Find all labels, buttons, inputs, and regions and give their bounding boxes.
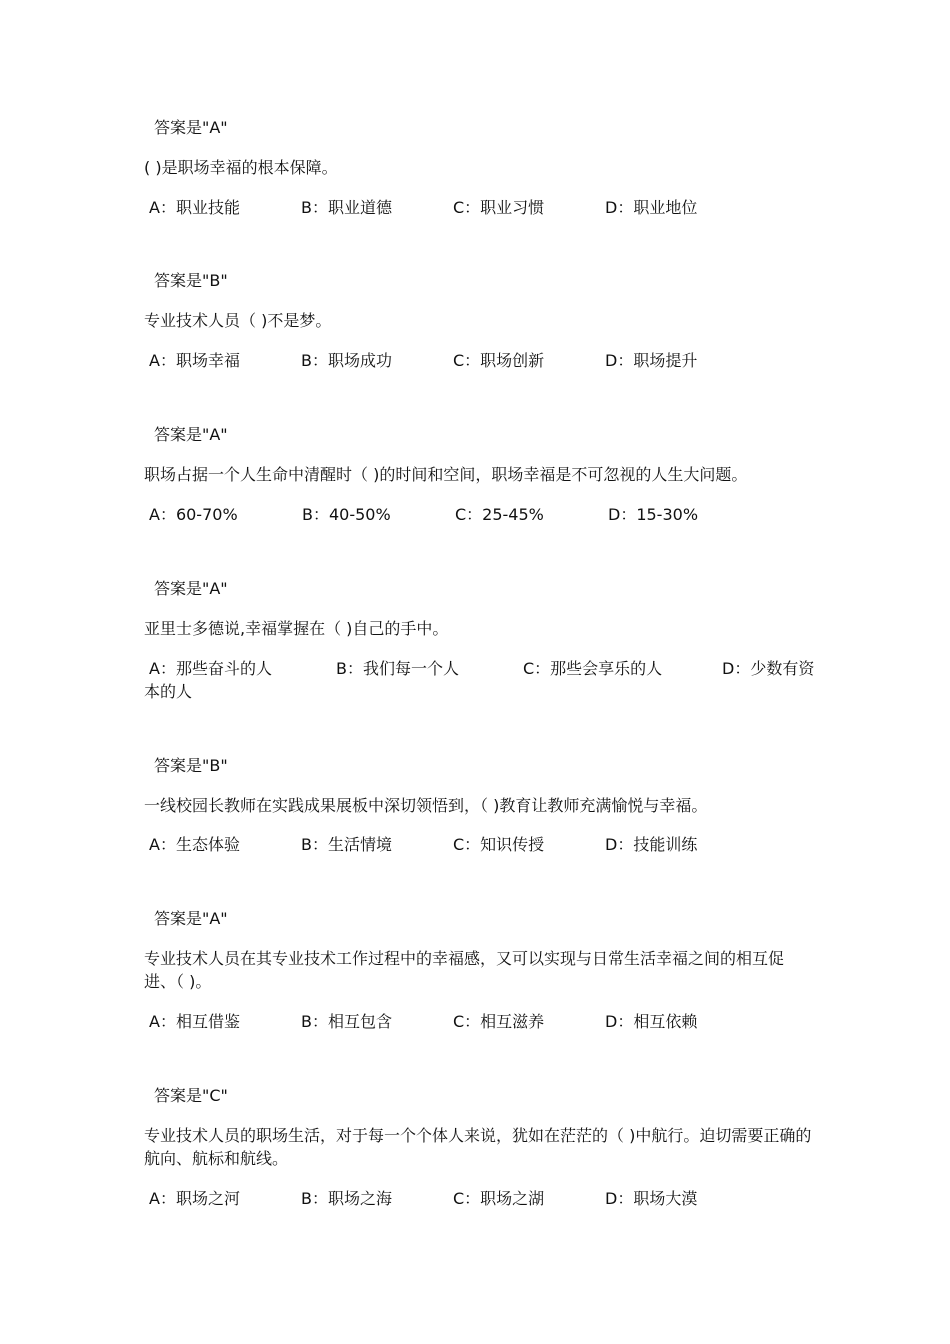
answer-label: 答案是"C" (154, 1086, 228, 1105)
question-text: ( )是职场幸福的根本保障。 (144, 158, 338, 177)
answer-label: 答案是"B" (154, 271, 228, 290)
options-row (144, 833, 816, 856)
option-c: C：相互滋养 (453, 1012, 545, 1031)
options-row (144, 196, 816, 219)
answer-label: 答案是"A" (154, 118, 228, 137)
option-b: B：生活情境 (301, 835, 392, 854)
option-b: B：职业道德 (301, 198, 392, 217)
option-c: C：知识传授 (453, 835, 545, 854)
option-a: A：60-70% (149, 505, 238, 524)
option-a: A：职场幸福 (149, 351, 240, 370)
option-c: C：25-45% (455, 505, 544, 524)
answer-label: 答案是"A" (154, 425, 228, 444)
question-text: 专业技术人员（ )不是梦。 (144, 311, 332, 330)
options-row (144, 1187, 816, 1210)
option-d: D：相互依赖 (605, 1012, 698, 1031)
option-c: C：职业习惯 (453, 198, 545, 217)
option-d: D：职业地位 (605, 198, 698, 217)
answer-label: 答案是"A" (154, 909, 228, 928)
options-row (144, 1010, 816, 1033)
options-row (144, 503, 816, 526)
answer-label: 答案是"B" (154, 756, 228, 775)
question-text: 专业技术人员的职场生活，对于每一个个体人来说，犹如在茫茫的（ )中航行。迫切需要正确的航向、航标和航线。 (144, 1126, 812, 1168)
option-d: D：职场提升 (605, 351, 698, 370)
option-b: B：职场之海 (301, 1189, 392, 1208)
option-c: C：职场创新 (453, 351, 545, 370)
option-a: A：职场之河 (149, 1189, 240, 1208)
option-d: D：职场大漠 (605, 1189, 698, 1208)
option-c: C：那些会享乐的人 (523, 659, 663, 678)
option-a: A：生态体验 (149, 835, 240, 854)
option-c: C：职场之湖 (453, 1189, 545, 1208)
question-text: 一线校园长教师在实践成果展板中深切领悟到，（ )教育让教师充满愉悦与幸福。 (144, 796, 708, 815)
option-b: B：相互包含 (301, 1012, 392, 1031)
option-d: D：少数有资本的人 (144, 659, 815, 701)
options-row (144, 349, 816, 372)
option-a: A：相互借鉴 (149, 1012, 240, 1031)
question-text: 职场占据一个人生命中清醒时（ )的时间和空间，职场幸福是不可忽视的人生大问题。 (144, 465, 748, 484)
question-text: 专业技术人员在其专业技术工作过程中的幸福感，又可以实现与日常生活幸福之间的相互促进、（ )。 (144, 949, 785, 991)
option-d: D：技能训练 (605, 835, 698, 854)
option-d: D：15-30% (608, 505, 699, 524)
options-row (144, 657, 816, 703)
answer-label: 答案是"A" (154, 579, 228, 598)
option-b: B：我们每一个人 (336, 659, 459, 678)
option-a: A：那些奋斗的人 (149, 659, 272, 678)
option-b: B：40-50% (302, 505, 391, 524)
option-b: B：职场成功 (301, 351, 392, 370)
question-text: 亚里士多德说,幸福掌握在（ )自己的手中。 (144, 619, 449, 638)
option-a: A：职业技能 (149, 198, 240, 217)
